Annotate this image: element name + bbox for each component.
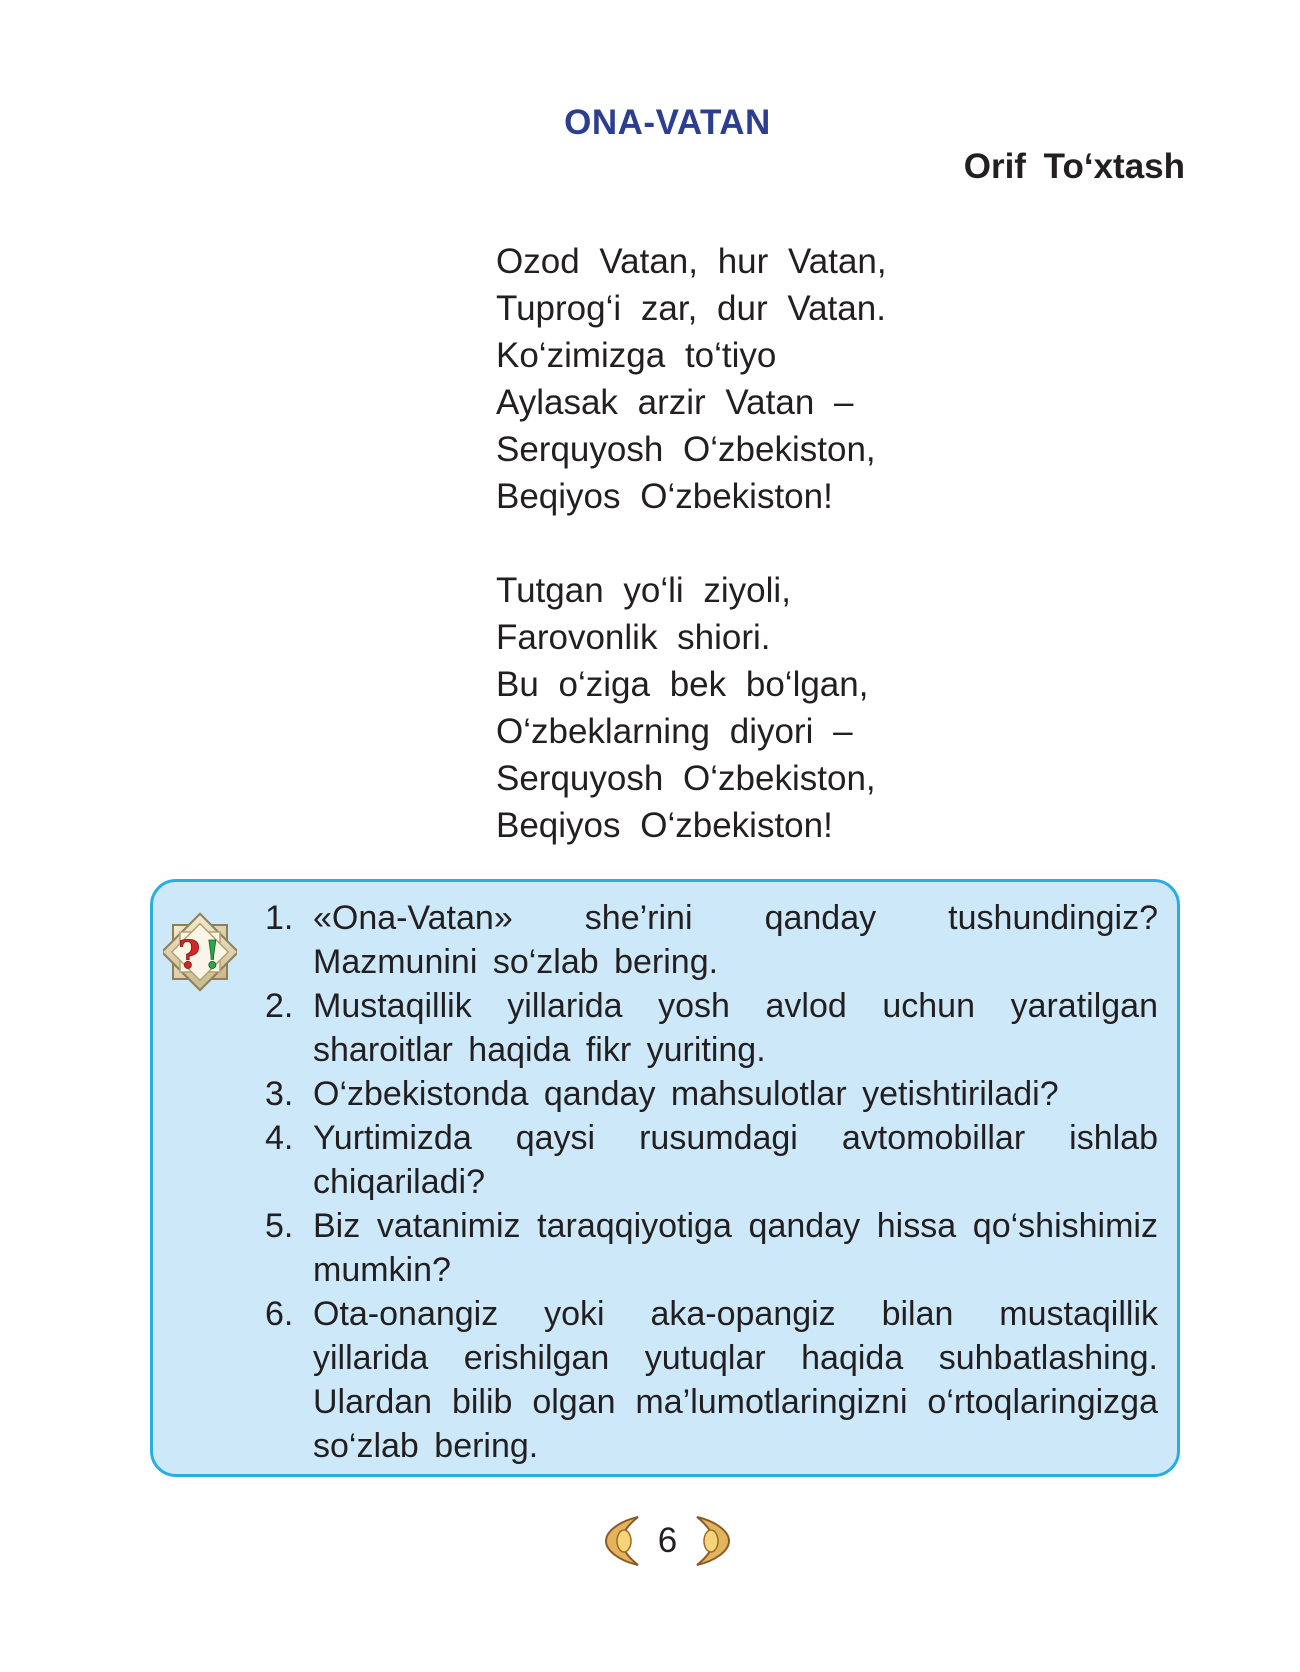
poem-line: Tuprog‘i zar, dur Vatan. bbox=[496, 289, 886, 328]
questions-list bbox=[265, 896, 1158, 1468]
question-exclamation-star-icon bbox=[163, 904, 237, 1000]
poem-line: Bu o‘ziga bek bo‘lgan, bbox=[496, 665, 869, 704]
question-number: 2. bbox=[265, 987, 294, 1025]
poem-line: Serquyosh O‘zbekiston, bbox=[496, 430, 876, 469]
poem-line: Serquyosh O‘zbekiston, bbox=[496, 759, 876, 798]
poem-body bbox=[496, 238, 887, 849]
poem-stanza-1 bbox=[496, 238, 887, 520]
question-item bbox=[265, 1204, 1158, 1292]
question-text: Yurtimizda qaysi rusumdagi avtomobillar ishlab chiqariladi? bbox=[313, 1119, 1158, 1201]
question-number: 1. bbox=[265, 899, 294, 937]
question-item bbox=[265, 1292, 1158, 1468]
question-number: 6. bbox=[265, 1295, 294, 1333]
ornament-left-icon bbox=[598, 1513, 642, 1569]
poem-line: Ko‘zimizga to‘tiyo bbox=[496, 336, 777, 375]
question-number: 5. bbox=[265, 1207, 294, 1245]
poem-line: Farovonlik shiori. bbox=[496, 618, 771, 657]
poem-line: Beqiyos O‘zbekiston! bbox=[496, 806, 833, 845]
question-text: Mustaqillik yillarida yosh avlod uchun yaratilgan sharoitlar haqida fikr yuriting. bbox=[313, 987, 1158, 1069]
page-number: 6 bbox=[657, 1521, 678, 1560]
poem-stanza-2 bbox=[496, 567, 887, 849]
poem-title: ONA-VATAN bbox=[564, 103, 771, 142]
svg-text:!: ! bbox=[204, 932, 221, 977]
poem-line: Beqiyos O‘zbekiston! bbox=[496, 477, 833, 516]
page-number-footer bbox=[0, 1513, 1300, 1574]
questions-box bbox=[150, 879, 1180, 1477]
question-number: 4. bbox=[265, 1119, 294, 1157]
question-text: Biz vatanimiz taraqqiyotiga qanday hissa qo‘shishimiz mumkin? bbox=[313, 1207, 1158, 1289]
question-text: «Ona-Vatan» she’rini qanday tushundingiz? Mazmunini so‘zlab bering. bbox=[313, 899, 1158, 981]
question-item bbox=[265, 1072, 1158, 1116]
ornament-right-icon bbox=[693, 1513, 737, 1569]
poem-line: O‘zbeklarning diyori – bbox=[496, 712, 853, 751]
poem-author: Orif To‘xtash bbox=[963, 147, 1185, 186]
question-text: Ota-onangiz yoki aka-opangiz bilan mustaqillik yillarida erishilgan yutuqlar haqida suhbatlashing. Ulardan bilib olgan ma’lumotlaringizni o‘rtoqlaringizga so‘zlab bering. bbox=[313, 1295, 1158, 1465]
question-item bbox=[265, 896, 1158, 984]
question-number: 3. bbox=[265, 1075, 294, 1113]
question-item bbox=[265, 1116, 1158, 1204]
question-item bbox=[265, 984, 1158, 1072]
poem-line: Tutgan yo‘li ziyoli, bbox=[496, 571, 791, 610]
poem-line: Ozod Vatan, hur Vatan, bbox=[496, 242, 887, 281]
question-text: O‘zbekistonda qanday mahsulotlar yetishtiriladi? bbox=[313, 1075, 1059, 1113]
svg-text:?: ? bbox=[178, 932, 201, 977]
poem-line: Aylasak arzir Vatan – bbox=[496, 383, 854, 422]
